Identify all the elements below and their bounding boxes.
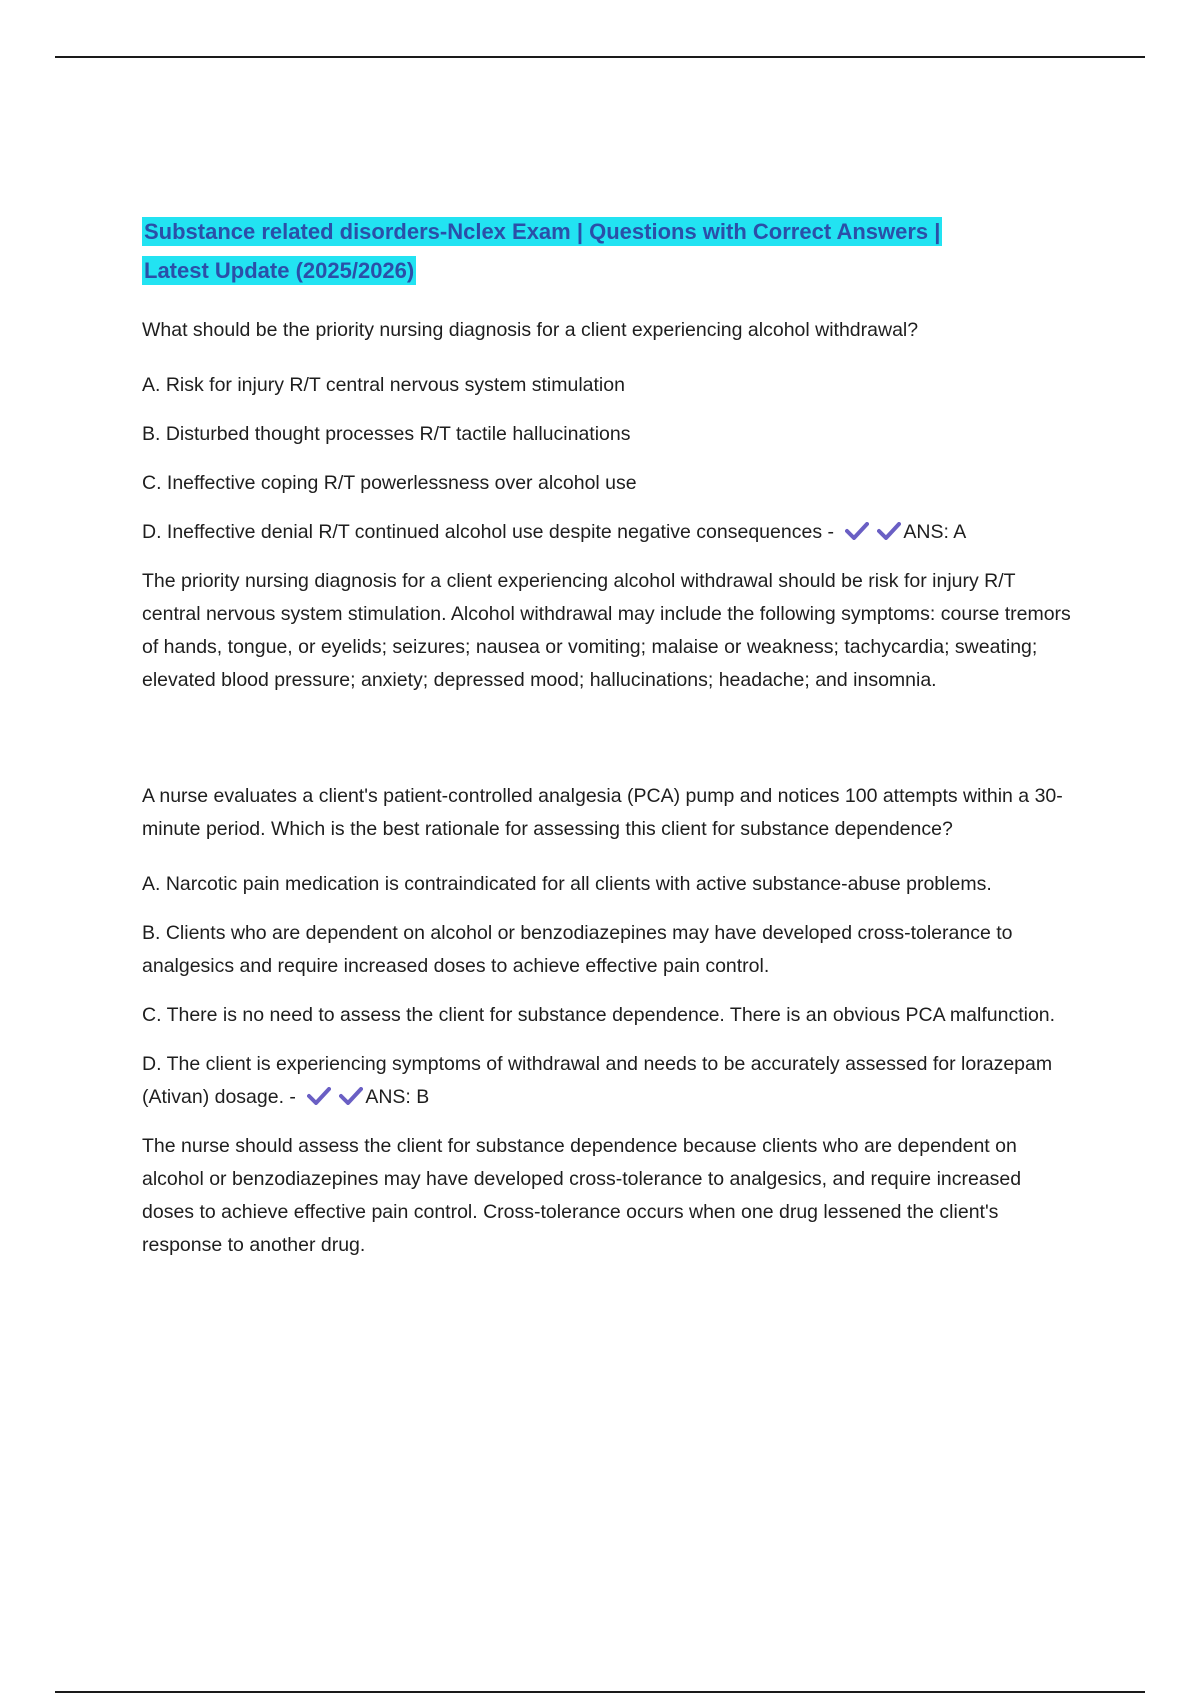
question-block: [142, 314, 1072, 697]
option-a: A. Narcotic pain medication is contraindicated for all clients with active substance-abuse problems.: [142, 873, 992, 895]
top-rule: [55, 56, 1145, 58]
bottom-rule: [55, 1691, 1145, 1693]
answer-label: ANS: B: [365, 1086, 430, 1108]
rationale-text: The nurse should assess the client for substance dependence because clients who are dependent on alcohol or benzodiazepines may have developed cross-tolerance to analgesics, and require increased doses to achieve effective pain control. Cross-tolerance occurs when one drug lessened the client's response to another drug.: [142, 1135, 1022, 1256]
option-c: C. There is no need to assess the client for substance dependence. There is an obvious PCA malfunction.: [142, 1004, 1056, 1026]
check-icon: [845, 522, 869, 540]
option-d-line: [142, 516, 1072, 549]
rationale-text: The priority nursing diagnosis for a client experiencing alcohol withdrawal should be risk for injury R/T central nervous system stimulation. Alcohol withdrawal may include the following symptoms: course tremors of hands, tongue, or eyelids; seizures; nausea or vomiting; malaise or weakness; tachycardia; sweating; elevated blood pressure; anxiety; depressed mood; hallucinations; headache; and insomnia.: [142, 570, 1071, 691]
option-b: B. Disturbed thought processes R/T tactile hallucinations: [142, 423, 631, 445]
title-line-1: Substance related disorders-Nclex Exam | Questions with Correct Answers |: [144, 219, 941, 244]
answer-label: ANS: A: [903, 521, 967, 543]
title-line-2: Latest Update (2025/2026): [144, 258, 415, 283]
check-icon: [307, 1087, 331, 1105]
check-icon: [877, 522, 901, 540]
option-c: C. Ineffective coping R/T powerlessness over alcohol use: [142, 472, 637, 494]
option-b: B. Clients who are dependent on alcohol or benzodiazepines may have developed cross-tolerance to analgesics and require increased doses to achieve effective pain control.: [142, 922, 1013, 977]
document-title: [142, 212, 1072, 290]
check-icon: [339, 1087, 363, 1105]
question-text: A nurse evaluates a client's patient-controlled analgesia (PCA) pump and notices 100 attempts within a 30-minute period. Which is the best rationale for assessing this client for substance dependence?: [142, 785, 1063, 840]
question-text: What should be the priority nursing diagnosis for a client experiencing alcohol withdrawal?: [142, 319, 919, 341]
document-body: [142, 212, 1072, 1262]
question-block: [142, 780, 1072, 1262]
option-d-line: [142, 1048, 1072, 1114]
option-d: D. Ineffective denial R/T continued alcohol use despite negative consequences -: [142, 521, 834, 543]
option-d: D. The client is experiencing symptoms of withdrawal and needs to be accurately assessed for lorazepam (Ativan) dosage. -: [142, 1053, 1053, 1108]
option-a: A. Risk for injury R/T central nervous system stimulation: [142, 374, 625, 396]
